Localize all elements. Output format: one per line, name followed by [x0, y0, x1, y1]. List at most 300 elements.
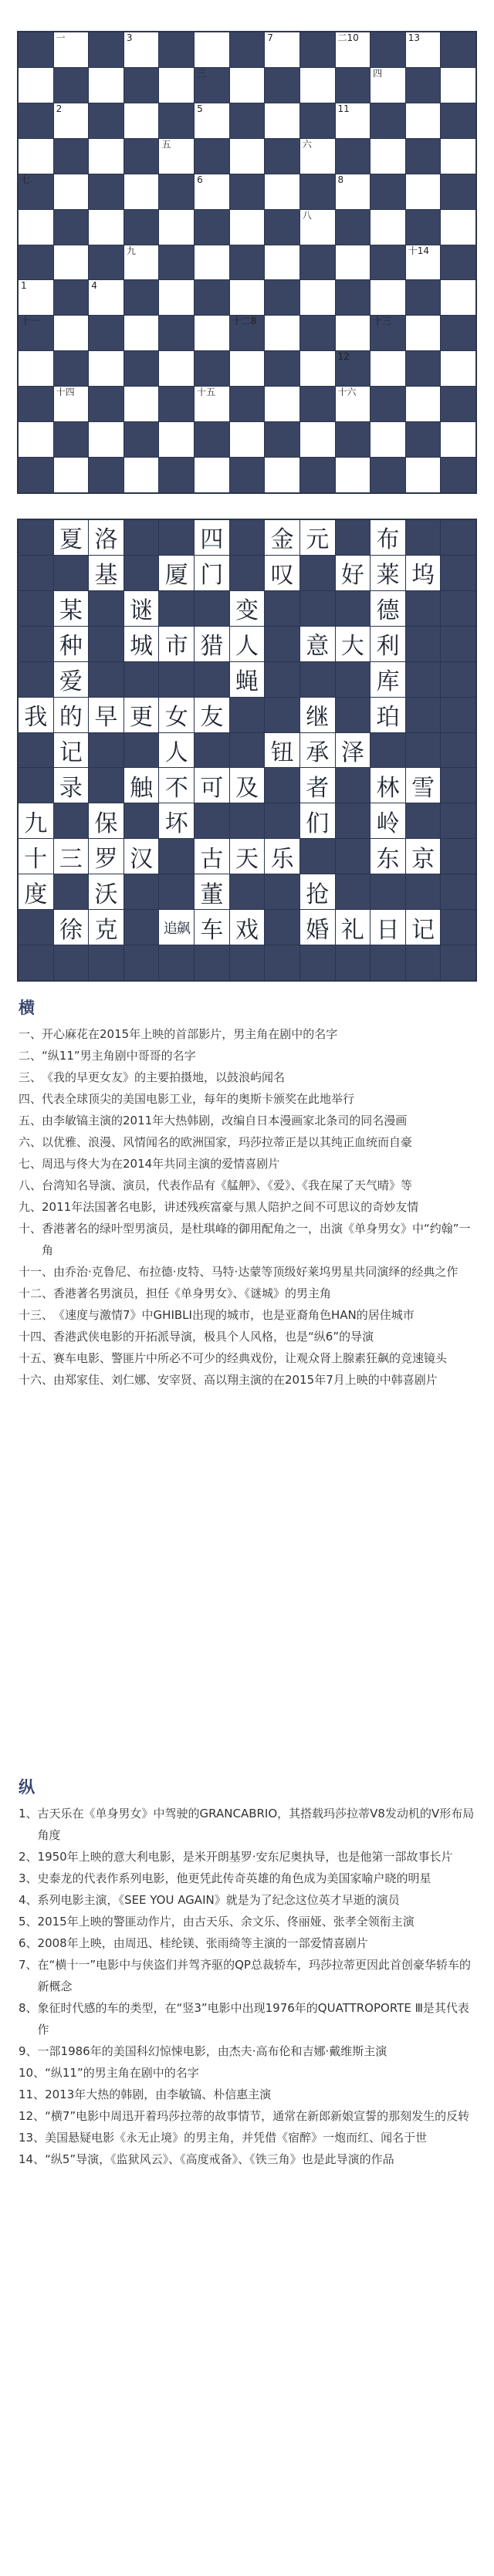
block-cell	[124, 210, 159, 245]
clue-text: 2011年法国著名电影，讲述残疾富豪与黑人陪护之间不可思议的奇妙友情	[42, 1200, 419, 1214]
grid-cell[interactable]	[89, 139, 124, 174]
answer-cell: 九	[19, 803, 53, 838]
grid-cell[interactable]	[124, 458, 159, 492]
block-cell	[89, 945, 124, 980]
clue-item	[19, 1954, 479, 1997]
answer-cell: 婚	[300, 910, 335, 945]
block-cell	[441, 768, 475, 803]
clue-key: 六、	[19, 1135, 42, 1149]
block-cell	[19, 520, 53, 555]
grid-cell[interactable]	[370, 139, 405, 174]
grid-cell[interactable]	[265, 458, 299, 492]
block-cell	[370, 316, 405, 350]
clue-text: 由乔治·克鲁尼、布拉德·皮特、马特·达蒙等顶级好莱坞男星共同演绎的经典之作	[53, 1265, 458, 1279]
answer-cell: 谜	[124, 591, 159, 626]
block-cell	[300, 591, 335, 626]
grid-cell[interactable]	[159, 351, 194, 386]
grid-cell[interactable]	[195, 174, 229, 209]
block-cell	[54, 139, 89, 174]
answer-cell: 人	[230, 627, 265, 661]
block-cell	[19, 768, 53, 803]
block-cell	[19, 556, 53, 590]
grid-cell[interactable]	[54, 458, 89, 492]
block-cell	[336, 803, 370, 838]
grid-cell[interactable]	[300, 351, 335, 386]
answer-cell: 钮	[265, 733, 299, 768]
grid-cell[interactable]	[89, 351, 124, 386]
grid-cell[interactable]	[230, 139, 265, 174]
answer-cell: 元	[300, 520, 335, 555]
grid-cell[interactable]	[265, 387, 299, 421]
clue-key: 五、	[19, 1114, 42, 1127]
grid-cell[interactable]	[300, 422, 335, 457]
block-cell	[230, 556, 265, 590]
answer-cell: 金	[265, 520, 299, 555]
block-cell	[89, 32, 124, 67]
clue-number: 13	[408, 32, 421, 43]
grid-cell[interactable]	[406, 316, 441, 350]
block-cell	[230, 32, 265, 67]
block-cell	[406, 662, 441, 697]
grid-cell[interactable]	[441, 351, 475, 386]
clue-number: 八	[302, 209, 312, 221]
answer-cell: 泽	[336, 733, 370, 768]
block-cell	[370, 458, 405, 492]
grid-cell[interactable]	[230, 422, 265, 457]
block-cell	[124, 945, 159, 980]
grid-cell[interactable]	[54, 387, 89, 421]
clue-key: 7、	[19, 1958, 38, 1972]
answer-cell: 库	[370, 662, 405, 697]
clue-text: 《我的早更女友》的主要拍摄地，以鼓浪屿闻名	[42, 1070, 286, 1084]
block-cell	[265, 210, 299, 245]
block-cell	[19, 103, 53, 138]
grid-cell[interactable]	[159, 139, 194, 174]
grid-cell[interactable]	[406, 458, 441, 492]
block-cell	[230, 245, 265, 280]
answer-cell: 坏	[159, 803, 194, 838]
grid-cell[interactable]	[406, 245, 441, 280]
answer-cell: 不	[159, 768, 194, 803]
block-cell	[159, 945, 194, 980]
answer-cell: 记	[54, 733, 89, 768]
grid-cell[interactable]	[441, 210, 475, 245]
clue-item	[19, 1283, 479, 1304]
block-cell	[124, 874, 159, 909]
clue-item	[19, 1347, 479, 1369]
clue-number: 六	[302, 138, 312, 150]
block-cell	[54, 351, 89, 386]
block-cell	[336, 662, 370, 697]
grid-cell[interactable]	[89, 280, 124, 315]
answer-cell: 岭	[370, 803, 405, 838]
answer-cell: 们	[300, 803, 335, 838]
answer-cell: 大	[336, 627, 370, 661]
clue-item	[19, 2105, 479, 2127]
block-cell	[89, 174, 124, 209]
clue-key: 14、	[19, 2152, 46, 2166]
block-cell	[441, 803, 475, 838]
block-cell	[441, 627, 475, 661]
grid-cell[interactable]	[54, 32, 89, 67]
clue-key: 9、	[19, 2044, 38, 2058]
block-cell	[406, 422, 441, 457]
block-cell	[54, 210, 89, 245]
grid-cell[interactable]	[195, 103, 229, 138]
block-cell	[195, 591, 229, 626]
block-cell	[265, 768, 299, 803]
grid-cell[interactable]	[406, 32, 441, 67]
clue-number: 十五	[197, 387, 216, 398]
grid-cell[interactable]	[406, 103, 441, 138]
grid-cell[interactable]	[124, 387, 159, 421]
grid-cell[interactable]	[441, 68, 475, 103]
clue-item	[19, 1153, 479, 1175]
block-cell	[124, 280, 159, 315]
grid-cell[interactable]	[300, 139, 335, 174]
grid-cell[interactable]	[265, 103, 299, 138]
answer-cell: 沃	[89, 874, 124, 909]
grid-cell[interactable]	[336, 245, 370, 280]
block-cell	[441, 245, 475, 280]
block-cell	[406, 874, 441, 909]
grid-cell[interactable]	[124, 103, 159, 138]
clue-number: 九	[126, 245, 136, 256]
grid-cell[interactable]	[195, 316, 229, 350]
clue-number: 2	[56, 103, 63, 114]
clue-item	[19, 2148, 479, 2170]
clue-item	[19, 1261, 479, 1283]
answer-cell: 基	[89, 556, 124, 590]
grid-cell[interactable]	[336, 458, 370, 492]
grid-cell[interactable]	[230, 351, 265, 386]
answer-cell: 早	[89, 698, 124, 732]
clue-text: 赛车电影、警匪片中所必不可少的经典戏份，让观众肾上腺素狂飙的竞速镜头	[53, 1351, 448, 1365]
answer-cell: 厦	[159, 556, 194, 590]
block-cell	[159, 591, 194, 626]
down-clues	[19, 1803, 479, 2170]
clue-item	[19, 1045, 479, 1067]
crossword-grid	[17, 31, 477, 494]
across-clues	[19, 1023, 479, 1391]
block-cell	[265, 627, 299, 661]
block-cell	[300, 245, 335, 280]
clue-text: 台湾知名导演、演员，代表作品有《艋舺》、《爱》、《我在屎了天气晴》等	[42, 1178, 413, 1192]
block-cell	[230, 458, 265, 492]
block-cell	[195, 422, 229, 457]
grid-cell[interactable]	[19, 280, 53, 315]
clue-number: 十三	[373, 316, 392, 327]
answer-grid	[17, 519, 477, 982]
block-cell	[230, 103, 265, 138]
block-cell	[300, 556, 335, 590]
grid-cell[interactable]	[336, 103, 370, 138]
clue-item	[19, 1911, 479, 1932]
block-cell	[406, 520, 441, 555]
answer-cell: 种	[54, 627, 89, 661]
grid-cell[interactable]	[89, 210, 124, 245]
block-cell	[300, 32, 335, 67]
block-cell	[230, 733, 265, 768]
grid-cell[interactable]	[159, 422, 194, 457]
block-cell	[441, 556, 475, 590]
answer-cell: 记	[406, 910, 441, 945]
block-cell	[54, 422, 89, 457]
block-cell	[406, 733, 441, 768]
block-cell	[89, 662, 124, 697]
clue-text: 由李敏镐主演的2011年大热韩剧，改编自日本漫画家北条司的同名漫画	[42, 1114, 408, 1127]
grid-cell[interactable]	[19, 422, 53, 457]
block-cell	[159, 458, 194, 492]
clue-item	[19, 1326, 479, 1347]
block-cell	[124, 556, 159, 590]
block-cell	[265, 803, 299, 838]
grid-cell[interactable]	[19, 68, 53, 103]
clue-text: 香港武侠电影的开拓派导演，极具个人风格，也是“纵6”的导演	[53, 1330, 374, 1344]
answer-cell: 莱	[370, 556, 405, 590]
grid-cell[interactable]	[124, 174, 159, 209]
grid-cell[interactable]	[336, 32, 370, 67]
block-cell	[19, 316, 53, 350]
grid-cell[interactable]	[406, 387, 441, 421]
clue-text: 古天乐在《单身男女》中驾驶的GRANCABRIO，其搭载玛莎拉蒂V8发动机的V形布局角度	[37, 1807, 475, 1842]
grid-cell[interactable]	[124, 316, 159, 350]
clue-number: 一	[56, 32, 66, 43]
clue-number: 七	[21, 174, 31, 185]
answer-cell: 城	[124, 627, 159, 661]
block-cell	[89, 316, 124, 350]
grid-cell[interactable]	[54, 103, 89, 138]
block-cell	[441, 839, 475, 874]
block-cell	[89, 458, 124, 492]
block-cell	[370, 733, 405, 768]
grid-cell[interactable]	[336, 174, 370, 209]
block-cell	[195, 945, 229, 980]
block-cell	[159, 245, 194, 280]
grid-cell[interactable]	[159, 280, 194, 315]
block-cell	[195, 68, 229, 103]
block-cell	[406, 803, 441, 838]
grid-cell[interactable]	[195, 32, 229, 67]
block-cell	[19, 733, 53, 768]
answer-cell: 我	[19, 698, 53, 732]
grid-cell[interactable]	[195, 387, 229, 421]
grid-cell[interactable]	[441, 139, 475, 174]
grid-cell[interactable]	[89, 422, 124, 457]
block-cell	[54, 803, 89, 838]
answer-cell: 十	[19, 839, 53, 874]
grid-cell[interactable]	[54, 174, 89, 209]
grid-cell[interactable]	[265, 174, 299, 209]
clue-number: 二10	[337, 32, 359, 43]
grid-cell[interactable]	[159, 210, 194, 245]
clue-item	[19, 2084, 479, 2105]
block-cell	[124, 733, 159, 768]
clue-key: 十一、	[19, 1265, 54, 1279]
block-cell	[265, 662, 299, 697]
grid-cell[interactable]	[89, 68, 124, 103]
clue-key: 4、	[19, 1893, 38, 1907]
grid-cell[interactable]	[230, 68, 265, 103]
block-cell	[336, 945, 370, 980]
clue-text: 香港著名的绿叶型男演员，是杜琪峰的御用配角之一，出演《单身男女》中“约翰”一角	[42, 1222, 471, 1257]
grid-cell[interactable]	[265, 32, 299, 67]
grid-cell[interactable]	[195, 245, 229, 280]
answer-cell: 乐	[265, 839, 299, 874]
grid-cell[interactable]	[336, 316, 370, 350]
clue-key: 一、	[19, 1027, 42, 1041]
grid-cell[interactable]	[370, 351, 405, 386]
block-cell	[300, 316, 335, 350]
block-cell	[370, 174, 405, 209]
block-cell	[54, 68, 89, 103]
grid-cell[interactable]	[265, 316, 299, 350]
grid-cell[interactable]	[19, 351, 53, 386]
grid-cell[interactable]	[19, 210, 53, 245]
block-cell	[370, 32, 405, 67]
clue-number: 4	[91, 280, 97, 292]
grid-cell[interactable]	[124, 245, 159, 280]
clue-number: 五	[161, 138, 171, 150]
answer-cell: 友	[195, 698, 229, 732]
block-cell	[89, 103, 124, 138]
block-cell	[265, 422, 299, 457]
clue-text: 由郑家佳、刘仁娜、安宰贤、高以翔主演的在2015年7月上映的中韩喜剧片	[53, 1373, 438, 1387]
grid-cell[interactable]	[54, 316, 89, 350]
clue-key: 十二、	[19, 1286, 54, 1300]
answer-cell: 人	[159, 733, 194, 768]
block-cell	[195, 733, 229, 768]
grid-cell[interactable]	[406, 174, 441, 209]
block-cell	[159, 32, 194, 67]
grid-cell[interactable]	[230, 210, 265, 245]
answer-cell: 猎	[195, 627, 229, 661]
clue-key: 十四、	[19, 1330, 54, 1344]
block-cell	[54, 874, 89, 909]
grid-cell[interactable]	[441, 422, 475, 457]
answer-cell: 门	[195, 556, 229, 590]
block-cell	[336, 210, 370, 245]
answer-cell: 罗	[89, 839, 124, 874]
block-cell	[230, 174, 265, 209]
grid-cell[interactable]	[300, 68, 335, 103]
answer-cell: 可	[195, 768, 229, 803]
block-cell	[370, 945, 405, 980]
clue-item	[19, 1175, 479, 1196]
block-cell	[370, 245, 405, 280]
block-cell	[19, 174, 53, 209]
block-cell	[159, 662, 194, 697]
block-cell	[230, 698, 265, 732]
block-cell	[441, 32, 475, 67]
grid-cell[interactable]	[370, 422, 405, 457]
clue-key: 二、	[19, 1049, 42, 1063]
block-cell	[300, 662, 335, 697]
block-cell	[54, 945, 89, 980]
clue-item	[19, 1369, 479, 1391]
answer-cell: 雪	[406, 768, 441, 803]
clue-item	[19, 1997, 479, 2040]
clue-text: 代表全球顶尖的美国电影工业，每年的奥斯卡颁奖在此地举行	[42, 1092, 355, 1106]
block-cell	[370, 874, 405, 909]
clue-text: 2015年上映的警匪动作片，由古天乐、余文乐、佟丽娅、张孝全领衔主演	[37, 1915, 414, 1929]
grid-cell[interactable]	[19, 139, 53, 174]
block-cell	[441, 520, 475, 555]
block-cell	[336, 591, 370, 626]
block-cell	[441, 733, 475, 768]
grid-cell[interactable]	[230, 280, 265, 315]
clue-key: 12、	[19, 2109, 46, 2123]
clue-text: 系列电影主演，《SEE YOU AGAIN》就是为了纪念这位英才早逝的演员	[37, 1893, 400, 1907]
clue-key: 八、	[19, 1178, 42, 1192]
block-cell	[124, 139, 159, 174]
block-cell	[441, 316, 475, 350]
block-cell	[54, 556, 89, 590]
block-cell	[19, 32, 53, 67]
grid-cell[interactable]	[370, 68, 405, 103]
clue-text: “横7”电影中周迅开着玛莎拉蒂的故事情节，通常在新郎新娘宣誓的那刻发生的反转	[45, 2109, 470, 2123]
clue-item	[19, 1932, 479, 1954]
grid-cell[interactable]	[441, 280, 475, 315]
block-cell	[124, 803, 159, 838]
clue-text: 2008年上映，由周迅、桂纶镁、张雨绮等主演的一部爱情喜剧片	[37, 1936, 368, 1950]
clue-key: 十五、	[19, 1351, 54, 1365]
answer-cell: 女	[159, 698, 194, 732]
grid-cell[interactable]	[159, 68, 194, 103]
block-cell	[19, 458, 53, 492]
clue-text: 在“横十一”电影中与侠盗们并驾齐驱的QP总裁轿车，玛莎拉蒂更因此首创豪华轿车的新概念	[37, 1958, 471, 1993]
answer-cell: 天	[230, 839, 265, 874]
block-cell	[195, 803, 229, 838]
clue-item	[19, 1846, 479, 1868]
block-cell	[300, 945, 335, 980]
clue-number: 7	[267, 32, 273, 43]
block-cell	[54, 280, 89, 315]
block-cell	[300, 839, 335, 874]
block-cell	[159, 839, 194, 874]
block-cell	[336, 839, 370, 874]
grid-cell[interactable]	[300, 280, 335, 315]
grid-cell[interactable]	[265, 245, 299, 280]
grid-cell[interactable]	[370, 210, 405, 245]
answer-cell: 某	[54, 591, 89, 626]
block-cell	[441, 103, 475, 138]
block-cell	[124, 520, 159, 555]
down-heading: 纵	[19, 1778, 35, 1797]
answer-cell: 及	[230, 768, 265, 803]
clue-text: 香港著名男演员，担任《单身男女》、《谜城》的男主角	[53, 1286, 332, 1300]
block-cell	[159, 103, 194, 138]
clue-key: 8、	[19, 2001, 38, 2015]
block-cell	[441, 458, 475, 492]
grid-cell[interactable]	[54, 245, 89, 280]
clue-text: 象征时代感的车的类型，在“竖3”电影中出现1976年的QUATTROPORTE Ⅲ是其代表作	[37, 2001, 469, 2037]
block-cell	[300, 103, 335, 138]
block-cell	[265, 280, 299, 315]
block-cell	[265, 945, 299, 980]
block-cell	[265, 68, 299, 103]
block-cell	[230, 945, 265, 980]
grid-cell[interactable]	[124, 32, 159, 67]
answer-cell: 爱	[54, 662, 89, 697]
grid-cell[interactable]	[336, 387, 370, 421]
block-cell	[336, 280, 370, 315]
grid-cell[interactable]	[195, 458, 229, 492]
grid-cell[interactable]	[370, 280, 405, 315]
grid-cell[interactable]	[300, 210, 335, 245]
answer-cell: 董	[195, 874, 229, 909]
block-cell	[406, 945, 441, 980]
